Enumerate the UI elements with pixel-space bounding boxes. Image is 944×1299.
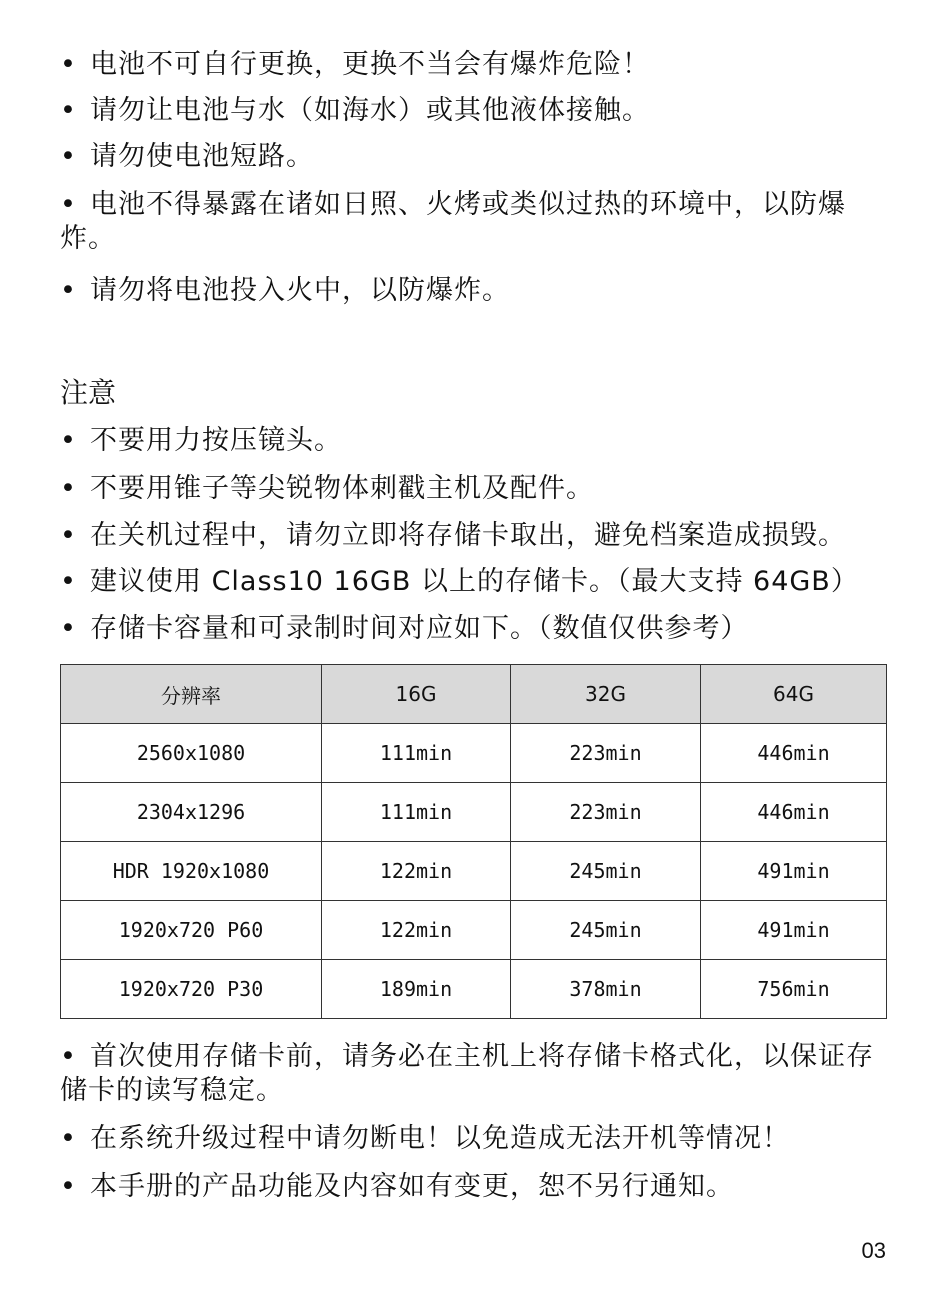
notice-item <box>60 565 888 599</box>
notice-item <box>60 612 888 646</box>
capacity-table <box>60 664 887 1019</box>
note-text: 首次使用存储卡前，请务必在主机上将存储卡格式化，以保证存储卡的读写稳定。 <box>60 1041 874 1106</box>
table-header-row <box>61 665 887 724</box>
notice-item <box>60 424 888 458</box>
bullet-icon: • <box>60 189 77 220</box>
bullet-icon: • <box>60 1123 77 1154</box>
table-row <box>61 842 887 901</box>
table-cell: 111min <box>322 724 511 783</box>
notice-text: 存储卡容量和可录制时间对应如下。（数值仅供参考） <box>90 613 749 644</box>
note-item <box>60 1170 888 1204</box>
table-cell: 446min <box>701 724 887 783</box>
bullet-icon: • <box>60 95 77 126</box>
warning-item <box>60 274 888 308</box>
table-cell: 491min <box>701 901 887 960</box>
table-cell: 756min <box>701 960 887 1019</box>
table-row <box>61 901 887 960</box>
header-64g: 64G <box>701 665 887 724</box>
warning-text: 请勿使电池短路。 <box>90 141 314 172</box>
bullet-icon: • <box>60 141 77 172</box>
note-text: 本手册的产品功能及内容如有变更，恕不另行通知。 <box>90 1171 734 1202</box>
warning-text: 请勿让电池与水（如海水）或其他液体接触。 <box>90 95 650 126</box>
warning-item <box>60 48 888 82</box>
table-cell: 122min <box>322 842 511 901</box>
bullet-icon: • <box>60 1041 77 1072</box>
header-32g: 32G <box>511 665 701 724</box>
bullet-icon: • <box>60 1171 77 1202</box>
table-cell: 245min <box>511 901 701 960</box>
table-row <box>61 960 887 1019</box>
warning-text: 电池不得暴露在诸如日照、火烤或类似过热的环境中，以防爆炸。 <box>60 189 846 254</box>
warning-item <box>60 94 888 128</box>
table-cell: 122min <box>322 901 511 960</box>
bullet-icon: • <box>60 425 77 456</box>
page-number: 03 <box>861 1238 886 1263</box>
header-resolution: 分辨率 <box>61 665 322 724</box>
table-row <box>61 783 887 842</box>
notice-item <box>60 472 888 506</box>
table-row <box>61 724 887 783</box>
table-cell: 1920x720 P30 <box>61 960 322 1019</box>
bullet-icon: • <box>60 613 77 644</box>
table-cell: 189min <box>322 960 511 1019</box>
notice-item <box>60 519 888 553</box>
table-cell: 2304x1296 <box>61 783 322 842</box>
note-text: 在系统升级过程中请勿断电！以免造成无法开机等情况！ <box>90 1123 790 1154</box>
notice-text: 不要用锥子等尖锐物体刺戳主机及配件。 <box>90 473 594 504</box>
bullet-icon: • <box>60 275 77 306</box>
table-cell: 446min <box>701 783 887 842</box>
table-cell: 245min <box>511 842 701 901</box>
note-item <box>60 1040 888 1108</box>
bullet-icon: • <box>60 49 77 80</box>
warning-item <box>60 188 888 256</box>
bullet-icon: • <box>60 566 77 597</box>
table-cell: 378min <box>511 960 701 1019</box>
table-cell: 1920x720 P60 <box>61 901 322 960</box>
table-cell: 2560x1080 <box>61 724 322 783</box>
table-cell: 491min <box>701 842 887 901</box>
table-cell: 223min <box>511 783 701 842</box>
warning-item <box>60 140 888 174</box>
warning-text: 电池不可自行更换，更换不当会有爆炸危险！ <box>90 49 650 80</box>
note-item <box>60 1122 888 1156</box>
table-cell: 223min <box>511 724 701 783</box>
table-cell: 111min <box>322 783 511 842</box>
notice-text: 建议使用 Class10 16GB 以上的存储卡。（最大支持 64GB） <box>90 566 859 597</box>
notice-text: 不要用力按压镜头。 <box>90 425 342 456</box>
table-cell: HDR 1920x1080 <box>61 842 322 901</box>
warning-text: 请勿将电池投入火中，以防爆炸。 <box>90 275 510 306</box>
bullet-icon: • <box>60 520 77 551</box>
notice-heading: 注意 <box>60 376 117 409</box>
bullet-icon: • <box>60 473 77 504</box>
notice-text: 在关机过程中，请勿立即将存储卡取出，避免档案造成损毁。 <box>90 520 846 551</box>
header-16g: 16G <box>322 665 511 724</box>
